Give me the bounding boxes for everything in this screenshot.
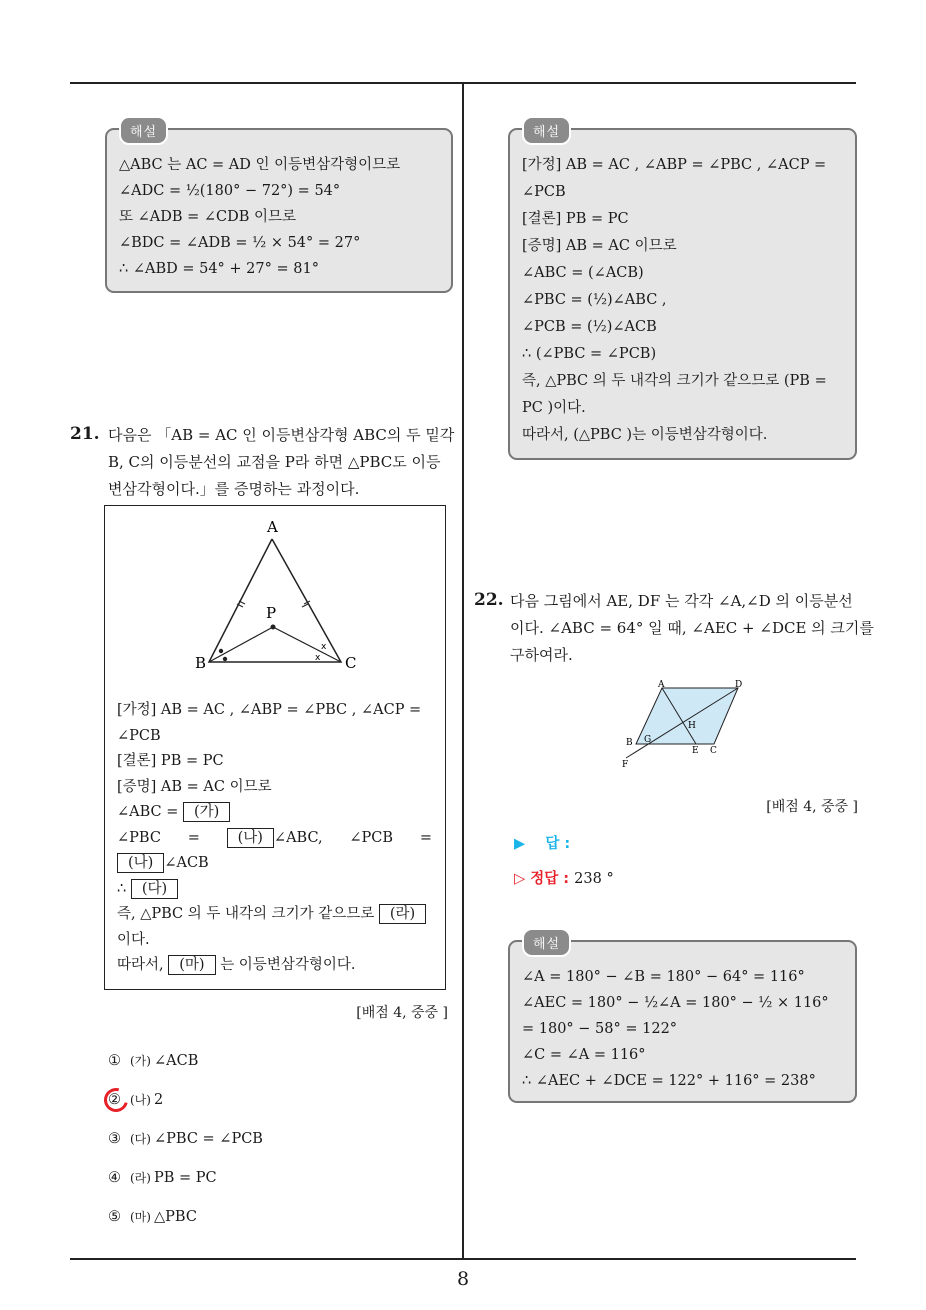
problem-line: 변삼각형이다.」를 증명하는 과정이다. [108,480,360,498]
blank-ga: (가) [183,802,230,822]
answer-line [514,832,570,853]
proof-line: 이다. [117,931,150,948]
solution-line: 즉, △PBC 의 두 내각의 크기가 같으므로 (PB = [522,373,827,389]
solution-line: ∠BDC = ∠ADB = ½ × 54° = 27° [119,235,361,251]
vertex-label-b: B [195,654,207,672]
solution-line: △ABC 는 AC = AD 인 이등변삼각형이므로 [119,157,401,173]
solution-line: PC )이다. [522,400,586,416]
point-p [271,625,276,630]
solution-line: ∠AEC = 180° − ½∠A = 180° − ½ × 116° [522,995,829,1011]
choice-tag: (마) [130,1210,151,1224]
angle-dot [219,649,223,653]
solution-line: ∠ADC = ½(180° − 72°) = 54° [119,183,341,199]
proof-text: ∠ABC, [273,829,323,846]
solution-line: ∴ (∠PBC = ∠PCB) [522,346,657,362]
problem-line: 다음 그림에서 AE, DF 는 각각 ∠A,∠D 의 이등분선 [510,592,853,610]
choice-tag: (가) [130,1054,151,1068]
score-label: [배점 4, 중중 ] [766,799,858,815]
choice-item[interactable] [108,1208,197,1225]
vertex-label-a: A [267,518,278,536]
correct-value: 238 ° [574,871,614,887]
correct-label: 정답 : [530,871,570,887]
choice-tag: (다) [130,1132,151,1146]
proof-lines [117,698,435,979]
solution-line: [증명] AB = AC 이므로 [522,238,677,254]
problem-text [108,422,454,503]
column-divider [462,82,464,1258]
choice-text: PB = PC [154,1170,217,1186]
solution-lines [522,964,845,1094]
angle-mark: x [315,653,321,663]
proof-text: ∠PCB [349,829,394,846]
proof-text: = [187,829,200,846]
proof-text: 따라서, [117,957,164,973]
solution-line: ∠ABC = (∠ACB) [522,265,644,281]
vertex-label-c: C [345,654,357,672]
proof-line [117,953,435,979]
problem-text [510,588,874,669]
problem-number: 21. [70,424,100,444]
proof-line: [증명] AB = AC 이므로 [117,778,272,795]
play-arrow-icon: ▶ [514,836,526,852]
blank-na: (나) [227,828,274,848]
problem-line: 다음은 「AB = AC 인 이등변삼각형 ABC의 두 밑각 [108,426,455,444]
solution-line: ∠PBC = (½)∠ABC , [522,292,667,308]
proof-text: 즉, △PBC 의 두 내각의 크기가 같으므로 [117,906,375,922]
vertex-label-h: H [688,721,696,731]
parallelogram-diagram [618,678,758,773]
solution-line: [결론] PB = PC [522,211,629,227]
solution-line: 따라서, (△PBC )는 이등변삼각형이다. [522,427,768,443]
vertex-label-p: P [266,604,277,622]
angle-mark: x [321,642,327,652]
score-label: [배점 4, 중중 ] [356,1005,448,1021]
problem-line: 구하여라. [510,646,573,664]
solution-box-top-left [105,125,453,293]
blank-na: (나) [117,853,164,873]
solution-line: 또 ∠ADB = ∠CDB 이므로 [119,209,297,225]
outline-arrow-icon: ▷ [514,871,526,887]
choice-item[interactable] [108,1169,217,1186]
answer-label: 답 : [545,836,571,852]
choice-number: ③ [108,1131,121,1147]
proof-line [117,877,435,903]
proof-line: ∠PCB [117,727,161,744]
problem-line: B, C의 이등분선의 교점을 P라 하면 △PBC도 이등 [108,453,441,471]
blank-da: (다) [131,879,178,899]
solution-line: ∠C = ∠A = 116° [522,1047,646,1063]
solution-tag: 해설 [522,116,571,145]
solution-lines [119,152,441,282]
solution-box-top-right [508,125,857,460]
triangle-diagram [105,506,445,691]
correct-answer-line [514,867,614,888]
problem-number: 22. [474,590,504,610]
vertex-label-g: G [644,735,652,745]
vertex-label-f: F [622,760,629,770]
choice-item[interactable] [108,1052,198,1069]
bottom-rule [70,1258,856,1260]
solution-line: [가정] AB = AC , ∠ABP = ∠PBC , ∠ACP = [522,157,827,173]
proof-text: ∴ [117,880,127,897]
proof-text: = [419,829,432,846]
proof-text: 는 이등변삼각형이다. [220,957,356,973]
solution-line: ∠A = 180° − ∠B = 180° − 64° = 116° [522,969,805,985]
solution-line: ∴ ∠AEC + ∠DCE = 122° + 116° = 238° [522,1073,816,1089]
solution-line: ∠PCB = (½)∠ACB [522,319,657,335]
proof-line [117,851,435,877]
vertex-label-b: B [626,738,633,748]
proof-text: ∠ABC = [117,804,179,820]
choice-number: ① [108,1053,121,1069]
choice-text: ∠ACB [154,1053,199,1069]
page-number: 8 [456,1268,470,1290]
solution-tag: 해설 [119,116,168,145]
solution-line: = 180° − 58° = 122° [522,1021,678,1037]
problem-line: 이다. ∠ABC = 64° 일 때, ∠AEC + ∠DCE 의 크기를 [510,619,874,637]
vertex-label-d: D [735,680,743,690]
solution-tag: 해설 [522,928,571,957]
solution-lines [522,152,845,449]
proof-text: ∠PBC [117,829,161,846]
choice-number: ④ [108,1170,121,1186]
vertex-label-a: A [658,680,665,690]
solution-box-bottom-right [508,937,857,1103]
selected-answer-circle [100,1084,133,1117]
proof-line [117,800,435,826]
choice-tag: (라) [130,1171,151,1185]
proof-line [117,902,435,928]
proof-line: [결론] PB = PC [117,753,224,769]
solution-line: ∠PCB [522,184,566,200]
blank-ma: (마) [168,955,215,975]
choice-number: ② [108,1092,121,1108]
blank-ra: (라) [379,904,426,924]
choice-item[interactable] [108,1130,263,1147]
vertex-label-e: E [692,746,699,756]
vertex-label-c: C [710,746,717,756]
proof-line: [가정] AB = AC , ∠ABP = ∠PBC , ∠ACP = [117,702,422,718]
choice-number: ⑤ [108,1209,121,1225]
solution-line: ∴ ∠ABD = 54° + 27° = 81° [119,261,319,277]
choice-tag: (나) [130,1093,151,1107]
proof-line [117,826,432,852]
angle-dot [223,657,227,661]
choice-text: 2 [154,1092,164,1108]
proof-text: ∠ACB [164,855,209,871]
choice-text: ∠PBC = ∠PCB [154,1131,263,1147]
proof-frame [104,505,446,990]
choice-text: △PBC [154,1209,197,1225]
